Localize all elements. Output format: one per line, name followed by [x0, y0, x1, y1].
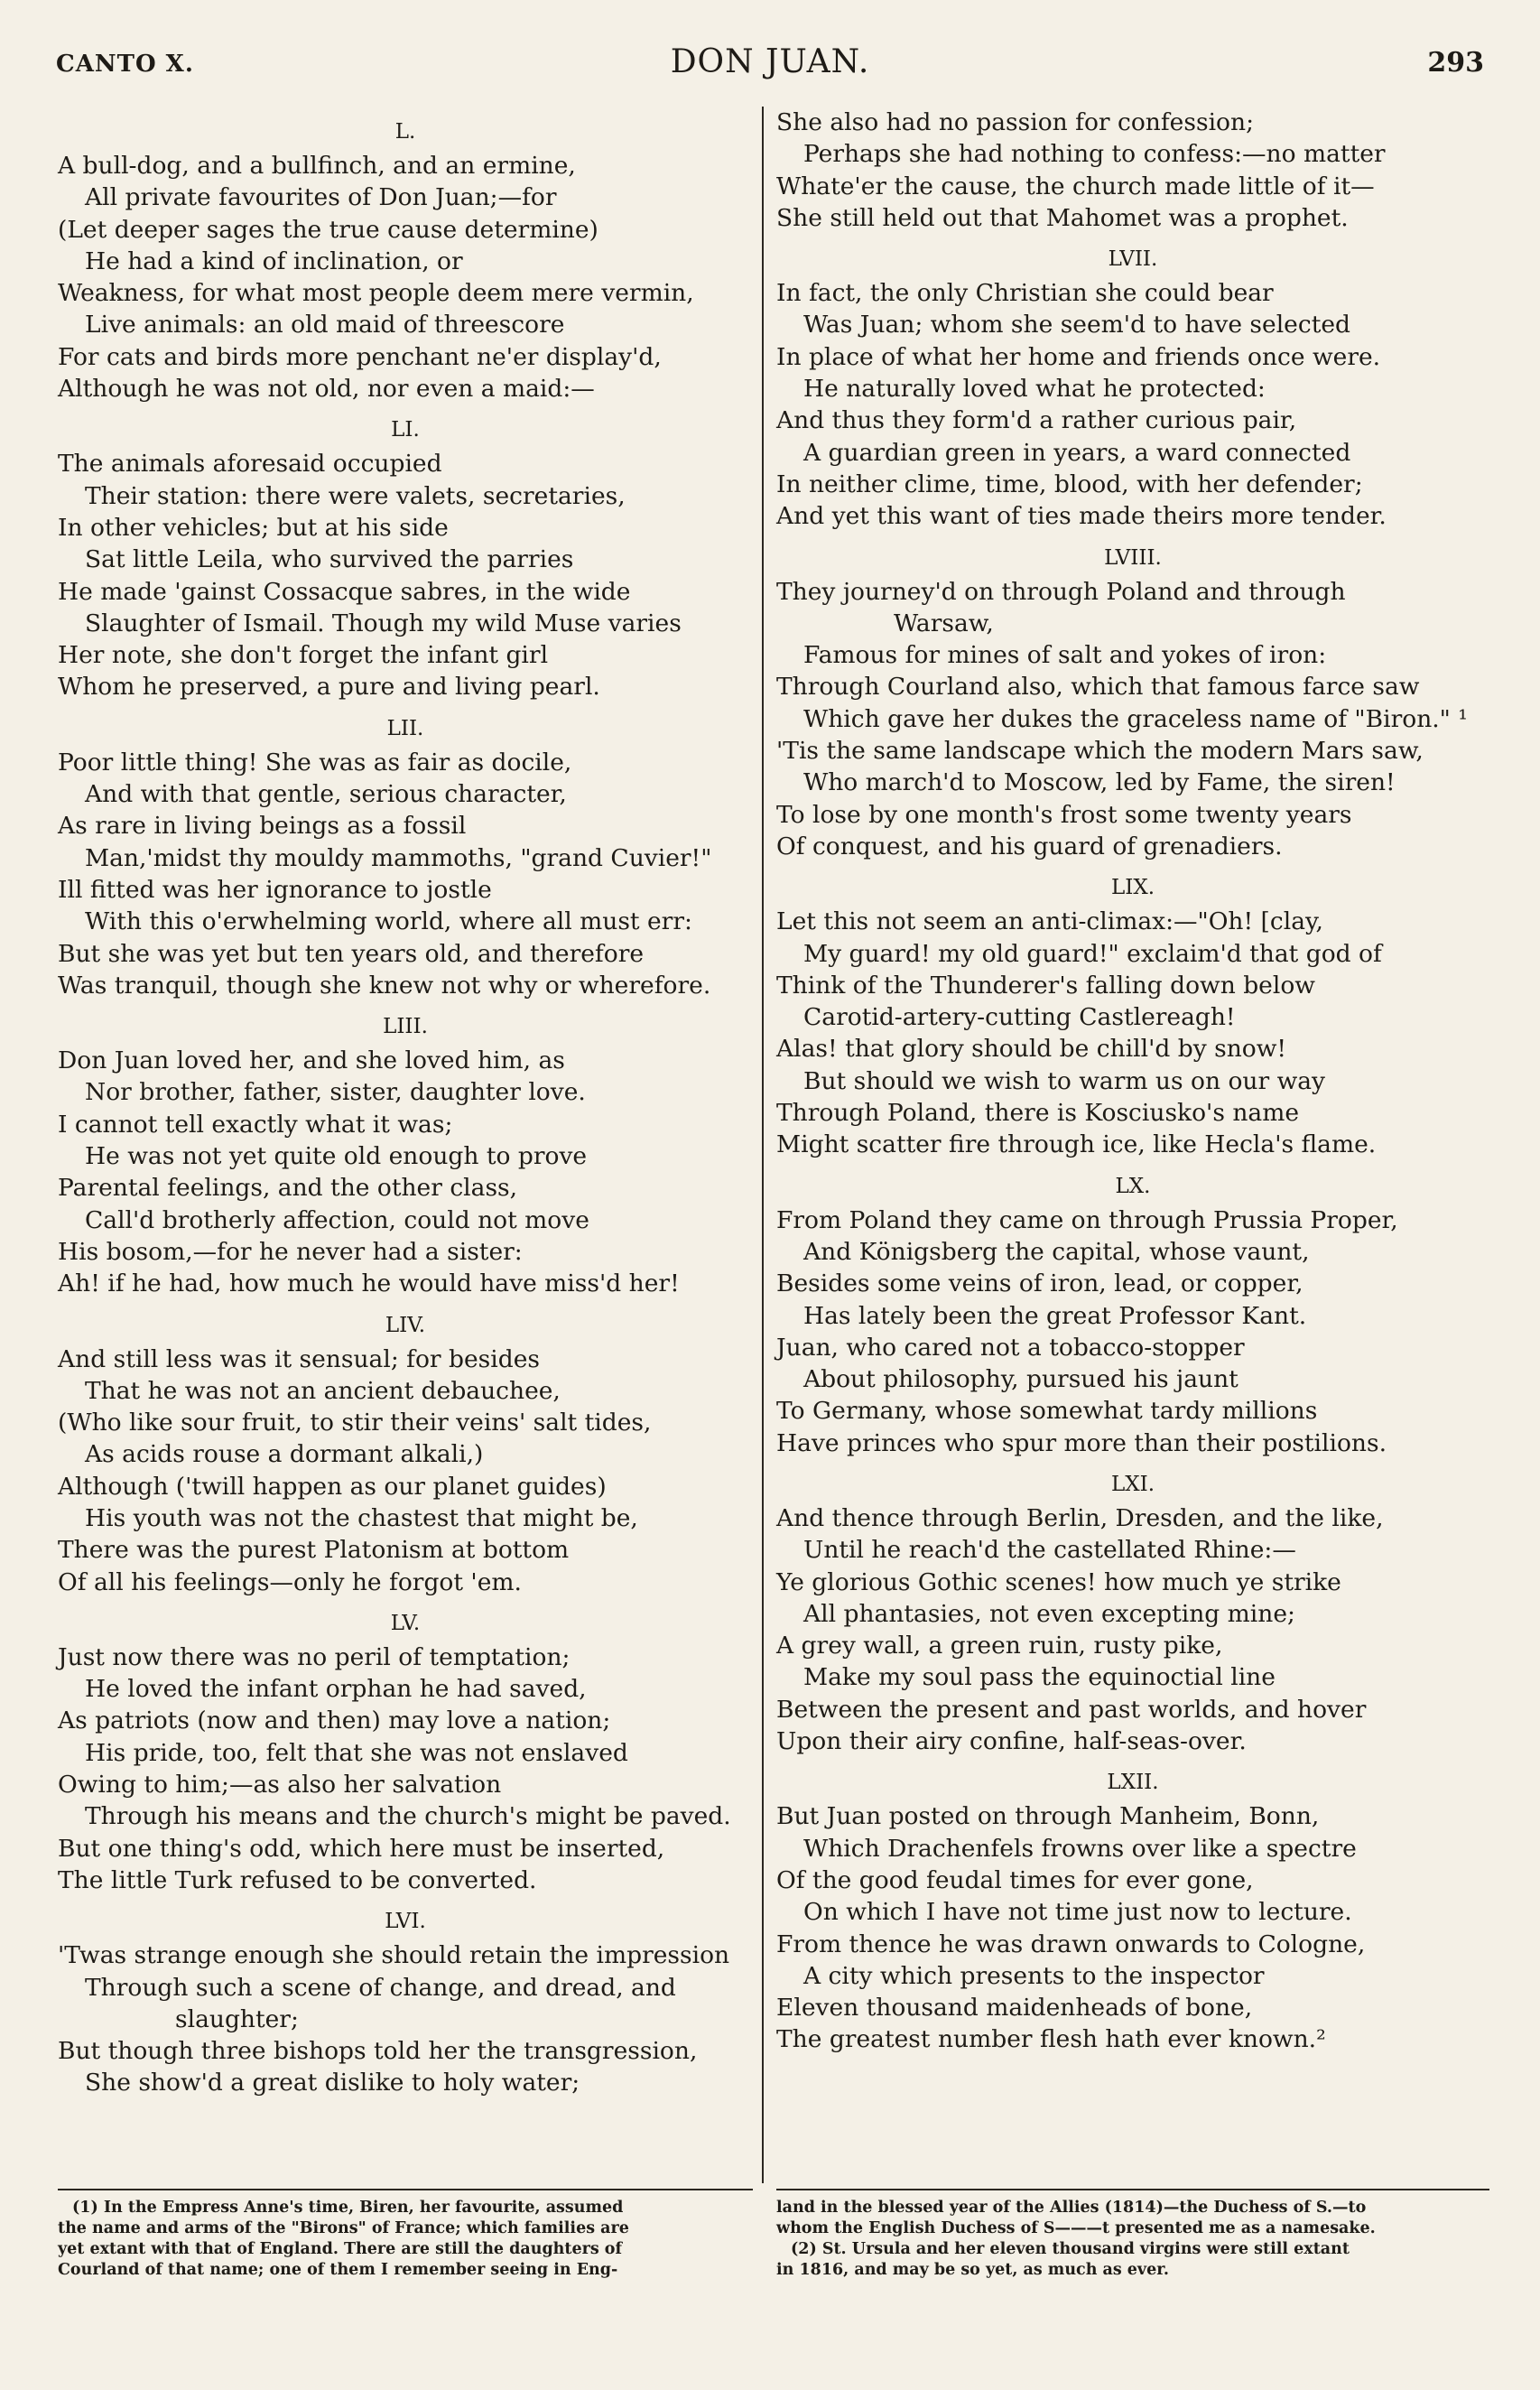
- verse-line: His bosom,—for he never had a sister:: [58, 1237, 523, 1266]
- verse-line: She still held out that Mahomet was a prophet.: [776, 203, 1349, 232]
- verse-line: That he was not an ancient debauchee,: [85, 1376, 561, 1405]
- verse-line: Call'd brotherly affection, could not move: [85, 1205, 589, 1234]
- stanza: [776, 1768, 1489, 2055]
- verse-line: My guard! my old guard!" exclaim'd that god of: [803, 939, 1382, 968]
- verse-line: Man,'midst thy mouldy mammoths, "grand Cuvier!": [85, 843, 712, 872]
- verse-line: On which I have not time just now to lecture.: [803, 1898, 1352, 1927]
- verse-line: Ye glorious Gothic scenes! how much ye strike: [776, 1567, 1341, 1596]
- verse-line: Between the present and past worlds, and hover: [776, 1695, 1367, 1724]
- verse-line: Think of the Thunderer's falling down below: [776, 971, 1315, 1000]
- verse-line: Make my soul pass the equinoctial line: [803, 1663, 1276, 1692]
- verse-line: Until he reach'd the castellated Rhine:—: [803, 1536, 1296, 1565]
- verse-line: Ah! if he had, how much he would have miss'd her!: [58, 1269, 680, 1298]
- verse-line: Might scatter fire through ice, like Hecla's flame.: [776, 1130, 1377, 1159]
- stanza-number: LIV.: [385, 1313, 426, 1337]
- verse-line: But should we wish to warm us on our way: [803, 1066, 1326, 1095]
- verse-line: In place of what her home and friends once were.: [776, 342, 1381, 371]
- verse-line: In neither clime, time, blood, with her defender;: [776, 470, 1363, 498]
- verse-line: They journey'd on through Poland and through: [776, 577, 1346, 606]
- verse-line: Which gave her dukes the graceless name of "Biron." ¹: [803, 704, 1468, 733]
- footnote-line: yet extant with that of England. There are still the daughters of: [58, 2240, 622, 2258]
- verse-line: Sat little Leila, who survived the parries: [85, 545, 574, 574]
- stanza: [776, 107, 1489, 234]
- verse-line: Of the good feudal times for ever gone,: [776, 1865, 1254, 1894]
- verse-line: Have princes who spur more than their postilions.: [776, 1428, 1387, 1457]
- verse-line: Weakness, for what most people deem mere vermin,: [58, 279, 694, 308]
- verse-line: Let this not seem an anti-climax:—"Oh! [clay,: [776, 907, 1323, 936]
- stanza: [776, 873, 1489, 1160]
- verse-line: And thence through Berlin, Dresden, and the like,: [776, 1503, 1384, 1532]
- verse-line: A guardian green in years, a ward connected: [803, 438, 1351, 467]
- stanza-number: LVIII.: [1104, 545, 1162, 570]
- verse-line: With this o'erwhelming world, where all must err:: [85, 907, 692, 936]
- verse-line: Of conquest, and his guard of grenadiers.: [776, 832, 1283, 860]
- page-number: 293: [1427, 47, 1484, 79]
- verse-line: Eleven thousand maidenheads of bone,: [776, 1994, 1253, 2023]
- stanza: [58, 1311, 753, 1598]
- verse-line: A grey wall, a green ruin, rusty pike,: [776, 1632, 1223, 1660]
- verse-line: For cats and birds more penchant ne'er display'd,: [58, 342, 662, 371]
- verse-line: Owing to him;—as also her salvation: [58, 1771, 502, 1799]
- stanza: [58, 117, 753, 405]
- verse-line: He had a kind of inclination, or: [85, 246, 463, 275]
- verse-line: He naturally loved what he protected:: [803, 375, 1266, 404]
- verse-line: Famous for mines of salt and yokes of iron:: [803, 641, 1327, 670]
- verse-line: His pride, too, felt that she was not enslaved: [85, 1738, 628, 1767]
- verse-line: As acids rouse a dormant alkali,): [85, 1440, 484, 1469]
- footnotes-right: [776, 2198, 1489, 2281]
- verse-line: 'Twas strange enough she should retain the impression: [58, 1941, 730, 1970]
- verse-line: Live animals: an old maid of threescore: [85, 311, 565, 339]
- verse-line: slaughter;: [175, 2004, 299, 2033]
- verse-line: Nor brother, father, sister, daughter love.: [85, 1078, 586, 1107]
- verse-line: But one thing's odd, which here must be inserted,: [58, 1834, 665, 1863]
- stanza: [58, 1907, 753, 2098]
- verse-line: She also had no passion for confession;: [776, 108, 1254, 136]
- verse-line: Slaughter of Ismail. Though my wild Muse varies: [85, 609, 682, 637]
- verse-line: She show'd a great dislike to holy water;: [85, 2069, 580, 2097]
- verse-line: I cannot tell exactly what it was;: [58, 1110, 453, 1139]
- verse-line: Don Juan loved her, and she loved him, as: [58, 1046, 565, 1075]
- verse-line: As rare in living beings as a fossil: [58, 812, 467, 841]
- verse-line: Who march'd to Moscow, led by Fame, the siren!: [803, 768, 1396, 797]
- canto-label: CANTO X.: [56, 51, 194, 78]
- footnote-line: land in the blessed year of the Allies (1814)—the Duchess of S.—to: [776, 2199, 1367, 2217]
- verse-line: Through such a scene of change, and dread, and: [85, 1973, 676, 2002]
- verse-line: Just now there was no peril of temptation;: [58, 1642, 571, 1671]
- verse-line: Although he was not old, nor even a maid:—: [58, 375, 595, 404]
- stanza-number: LIII.: [383, 1015, 428, 1039]
- footnote-line: the name and arms of the "Birons" of France; which families are: [58, 2219, 629, 2237]
- verse-line: Through his means and the church's might be paved.: [85, 1802, 731, 1831]
- stanza: [776, 1470, 1489, 1757]
- verse-line: From Poland they came on through Prussia Proper,: [776, 1205, 1398, 1234]
- footnote-line: whom the English Duchess of S———t presented me as a namesake.: [776, 2219, 1376, 2237]
- right-column: [776, 107, 1489, 2056]
- running-header: [56, 43, 1484, 87]
- stanza: [776, 245, 1489, 532]
- verse-line: Parental feelings, and the other class,: [58, 1174, 518, 1203]
- verse-line: Although ('twill happen as our planet guides): [58, 1472, 607, 1501]
- verse-line: Poor little thing! She was as fair as docile,: [58, 748, 572, 777]
- stanza: [58, 415, 753, 702]
- footnote-line: (2) St. Ursula and her eleven thousand virgins were still extant: [791, 2240, 1350, 2258]
- verse-line: (Let deeper sages the true cause determine): [58, 215, 598, 244]
- footnote-rule-left: [58, 2189, 753, 2190]
- stanza: [58, 1609, 753, 1896]
- verse-line: Of all his feelings—only he forgot 'em.: [58, 1567, 522, 1596]
- verse-line: And still less was it sensual; for besides: [58, 1344, 540, 1373]
- verse-line: Was tranquil, though she knew not why or wherefore.: [58, 971, 711, 1000]
- stanza-number: LVII.: [1108, 247, 1158, 272]
- verse-line: Juan, who cared not a tobacco-stopper: [776, 1333, 1245, 1362]
- stanza-number: LV.: [390, 1611, 421, 1635]
- verse-line: Their station: there were valets, secretaries,: [85, 481, 626, 510]
- verse-line: And yet this want of ties made theirs more tender.: [776, 502, 1387, 531]
- verse-line: Was Juan; whom she seem'd to have selected: [803, 311, 1351, 339]
- left-column: [58, 107, 753, 2099]
- verse-line: His youth was not the chastest that might be,: [85, 1503, 638, 1532]
- verse-line: Besides some veins of iron, lead, or copper,: [776, 1269, 1303, 1298]
- verse-line: To Germany, whose somewhat tardy millions: [776, 1397, 1318, 1426]
- stanza-number: LXI.: [1110, 1472, 1155, 1496]
- verse-line: Whate'er the cause, the church made little of it—: [776, 172, 1375, 200]
- verse-line: About philosophy, pursued his jaunt: [803, 1365, 1238, 1394]
- verse-line: (Who like sour fruit, to stir their veins' salt tides,: [58, 1409, 652, 1437]
- verse-line: And thus they form'd a rather curious pair,: [776, 406, 1297, 435]
- footnote-line: Courland of that name; one of them I remember seeing in Eng-: [58, 2261, 618, 2279]
- verse-line: 'Tis the same landscape which the modern Mars saw,: [776, 737, 1424, 766]
- verse-line: Carotid-artery-cutting Castlereagh!: [803, 1003, 1236, 1032]
- verse-line: Which Drachenfels frowns over like a spectre: [803, 1834, 1357, 1863]
- stanza: [776, 1172, 1489, 1459]
- stanza-number: LII.: [386, 716, 424, 740]
- verse-line: The greatest number flesh hath ever known.²: [776, 2025, 1326, 2054]
- verse-line: There was the purest Platonism at bottom: [58, 1536, 570, 1565]
- stanza-number: LI.: [391, 418, 420, 442]
- stanza-number: LXII.: [1107, 1771, 1159, 1795]
- verse-line: But she was yet but ten years old, and therefore: [58, 939, 645, 968]
- verse-line: A city which presents to the inspector: [803, 1961, 1265, 1990]
- verse-line: As patriots (now and then) may love a nation;: [58, 1706, 611, 1735]
- verse-line: He loved the infant orphan he had saved,: [85, 1675, 587, 1704]
- verse-line: And Königsberg the capital, whose vaunt,: [803, 1237, 1310, 1266]
- stanza-number: L.: [394, 120, 416, 144]
- verse-line: Whom he preserved, a pure and living pearl.: [58, 673, 600, 702]
- verse-line: He was not yet quite old enough to prove: [85, 1142, 588, 1171]
- footnote-line: (1) In the Empress Anne's time, Biren, her favourite, assumed: [72, 2199, 624, 2217]
- stanza: [58, 714, 753, 1001]
- verse-line: A bull-dog, and a bullfinch, and an ermine,: [58, 152, 576, 180]
- verse-line: The animals aforesaid occupied: [58, 450, 442, 479]
- verse-line: Alas! that glory should be chill'd by snow!: [776, 1035, 1287, 1064]
- stanza-number: LVI.: [385, 1910, 426, 1934]
- stanza-number: LIX.: [1110, 876, 1155, 900]
- verse-line: Through Courland also, which that famous farce saw: [776, 673, 1420, 702]
- stanza: [776, 544, 1489, 863]
- verse-line: Upon their airy confine, half-seas-over.: [776, 1727, 1247, 1756]
- verse-line: He made 'gainst Cossacque sabres, in the wide: [58, 577, 631, 606]
- verse-line: From thence he was drawn onwards to Cologne,: [776, 1930, 1366, 1958]
- footnote-rule-right: [776, 2189, 1489, 2190]
- verse-line: The little Turk refused to be converted.: [58, 1865, 537, 1894]
- verse-line: Warsaw,: [894, 609, 994, 637]
- verse-line: Through Poland, there is Kosciusko's name: [776, 1099, 1300, 1128]
- verse-line: Perhaps she had nothing to confess:—no matter: [803, 140, 1386, 169]
- verse-line: In fact, the only Christian she could bear: [776, 279, 1274, 308]
- verse-line: All private favourites of Don Juan;—for: [85, 183, 557, 212]
- verse-line: And with that gentle, serious character,: [85, 780, 567, 809]
- verse-line: To lose by one month's frost some twenty years: [776, 800, 1352, 829]
- column-divider: [762, 107, 764, 2183]
- verse-line: All phantasies, not even excepting mine;: [803, 1599, 1295, 1628]
- stanza-number: LX.: [1115, 1174, 1151, 1198]
- verse-line: Ill fitted was her ignorance to jostle: [58, 875, 492, 904]
- footnote-line: in 1816, and may be so yet, as much as ever.: [776, 2261, 1169, 2279]
- verse-line: In other vehicles; but at his side: [58, 513, 449, 542]
- page-title: DON JUAN.: [670, 43, 870, 80]
- verse-line: Her note, she don't forget the infant girl: [58, 641, 549, 670]
- verse-line: Has lately been the great Professor Kant.: [803, 1301, 1307, 1330]
- stanza: [58, 1012, 753, 1299]
- footnotes-left: [58, 2198, 753, 2281]
- verse-line: But though three bishops told her the transgression,: [58, 2037, 698, 2066]
- verse-line: But Juan posted on through Manheim, Bonn,: [776, 1802, 1320, 1831]
